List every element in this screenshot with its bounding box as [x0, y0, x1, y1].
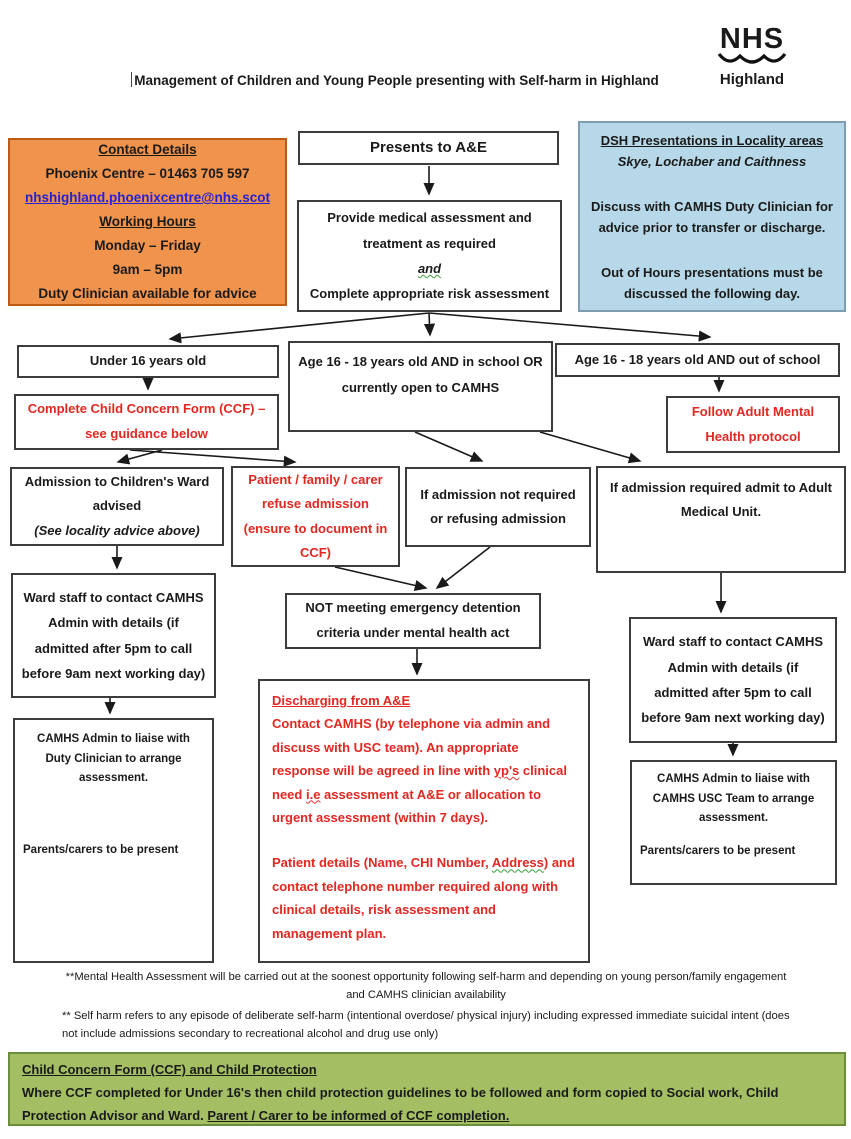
locality-para2: Out of Hours presentations must be discussed the following day.	[601, 265, 823, 302]
not-meeting-detention-label: NOT meeting emergency detention criteria under mental health act	[305, 600, 521, 640]
child-protection-box	[8, 1052, 846, 1126]
node-age-16-18-in-school-label: Age 16 - 18 years old AND in school OR currently open to CAMHS	[298, 354, 543, 395]
node-admit-adult-medical-unit	[596, 466, 846, 573]
node-adult-mental-health-protocol	[666, 396, 840, 453]
footnotes	[62, 968, 790, 1044]
admission-childrens-ward-note: (See locality advice above)	[34, 522, 200, 538]
contact-email-link[interactable]: nhshighland.phoenixcentre@nhs.scot	[25, 189, 270, 205]
page-title-text: Management of Children and Young People presenting with Self-harm in Highland	[134, 73, 659, 88]
ward-staff-right-label: Ward staff to contact CAMHS Admin with details (if admitted after 5pm to call before 9am next working day)	[641, 634, 825, 726]
page-title	[70, 72, 720, 88]
camhs-left-para2: Parents/carers to be present	[23, 843, 179, 856]
nhs-logo-wave-icon	[716, 52, 788, 65]
node-presents-to-ae-label: Presents to A&E	[370, 138, 487, 156]
discharge-para1-b: clinical need	[272, 763, 567, 802]
node-adult-protocol-label: Follow Adult Mental Health protocol	[691, 403, 815, 444]
node-refuse-admission-label: Patient / family / carer refuse admission (ensure to document in CCF)	[243, 472, 388, 560]
ward-staff-left-label: Ward staff to contact CAMHS Admin with details (if admitted after 5pm to call before 9am next working day)	[21, 589, 206, 681]
footnote-self-harm-definition: ** Self harm refers to any episode of deliberate self-harm (intentional overdose/ physical injury) including expressed immediate suicidal intent (does not include admissions secondary to recreational alcohol and drug use only)	[62, 1009, 790, 1041]
contact-phone: Phoenix Centre – 01463 705 597	[45, 165, 250, 181]
discharge-heading: Discharging from A&E	[272, 693, 411, 708]
child-protection-body-main: Where CCF completed for Under 16's then child protection guidelines to be followed and form copied to Social work, Child Protection Advisor and Ward.	[22, 1084, 779, 1123]
node-admit-adult-label: If admission required admit to Adult Medical Unit.	[610, 480, 832, 520]
admission-childrens-ward-main: Admission to Children's Ward advised	[24, 474, 210, 514]
medical-conjunction: and	[417, 261, 442, 276]
locality-heading: DSH Presentations in Locality areas	[600, 133, 824, 148]
node-medical-assessment	[297, 200, 562, 312]
node-admission-childrens-ward	[10, 467, 224, 546]
medical-line1: Provide medical assessment and treatment as required	[327, 210, 532, 251]
camhs-left-para1: CAMHS Admin to liaise with Duty Clinician to arrange assessment.	[37, 733, 190, 785]
contact-heading: Contact Details	[98, 141, 197, 157]
node-refuse-admission	[231, 466, 400, 567]
discharge-para1	[272, 712, 576, 829]
node-complete-ccf-label: Complete Child Concern Form (CCF) – see guidance below	[27, 401, 266, 441]
node-age-16-18-out-of-school	[555, 343, 840, 377]
node-not-meeting-detention	[285, 593, 541, 649]
node-admission-not-required-label: If admission not required or refusing admission	[420, 486, 576, 526]
camhs-right-para1: CAMHS Admin to liaise with CAMHS USC Team to arrange assessment.	[652, 773, 815, 825]
discharge-para2	[272, 851, 576, 945]
contact-details-box	[8, 138, 287, 306]
node-under-16	[17, 345, 279, 378]
duty-clinician-note: Duty Clinician available for advice	[38, 286, 257, 302]
node-ward-staff-contact-left	[11, 573, 216, 698]
child-protection-body	[22, 1082, 832, 1128]
nhs-logo-region-text: Highland	[719, 71, 785, 89]
working-hours-heading: Working Hours	[99, 214, 196, 229]
discharge-para2-a: Patient details (Name, CHI Number,	[272, 855, 492, 871]
discharge-para1-a: Contact CAMHS (by telephone via admin and discuss with USC team). An appropriate response will be agreed in line with	[272, 716, 551, 779]
node-camhs-admin-left	[13, 718, 214, 963]
node-admission-not-required	[405, 467, 591, 547]
discharge-para2-b: ) and contact telephone number required along with clinical details, risk assessment and management plan.	[272, 855, 575, 941]
footnote-mental-health-assessment: **Mental Health Assessment will be carried out at the soonest opportunity following self-harm and depending on young person/family engagement and CAMHS clinician availability	[65, 971, 787, 1002]
child-protection-body-underlined: Parent / Carer to be informed of CCF completion.	[207, 1107, 510, 1123]
locality-para1: Discuss with CAMHS Duty Clinician for advice prior to transfer or discharge.	[591, 199, 833, 236]
node-ward-staff-contact-right	[629, 617, 837, 743]
node-age-16-18-out-of-school-label: Age 16 - 18 years old AND out of school	[574, 351, 821, 367]
nhs-highland-logo	[709, 23, 795, 89]
node-under-16-label: Under 16 years old	[89, 353, 207, 369]
working-hours-days: Monday – Friday	[94, 238, 201, 254]
locality-subheading: Skye, Lochaber and Caithness	[617, 154, 807, 170]
text-cursor-artifact	[131, 72, 132, 87]
discharge-yp: yp's	[493, 763, 520, 779]
discharge-ie: i.e	[305, 786, 321, 802]
node-discharging-from-ae	[258, 679, 590, 963]
discharge-address: Address	[491, 855, 544, 871]
medical-line2: Complete appropriate risk assessment	[309, 286, 550, 302]
camhs-right-para2: Parents/carers to be present	[640, 844, 796, 857]
node-age-16-18-in-school	[288, 341, 553, 432]
node-camhs-admin-right	[630, 760, 837, 885]
nhs-logo-text: NHS	[719, 23, 785, 55]
working-hours-time: 9am – 5pm	[112, 262, 183, 278]
node-complete-ccf	[14, 394, 279, 450]
node-presents-to-ae	[298, 131, 559, 165]
discharge-para1-c: assessment at A&E or allocation to urgent assessment (within 7 days).	[272, 786, 542, 825]
child-protection-heading: Child Concern Form (CCF) and Child Protection	[22, 1062, 317, 1077]
locality-dsh-box	[578, 121, 846, 312]
